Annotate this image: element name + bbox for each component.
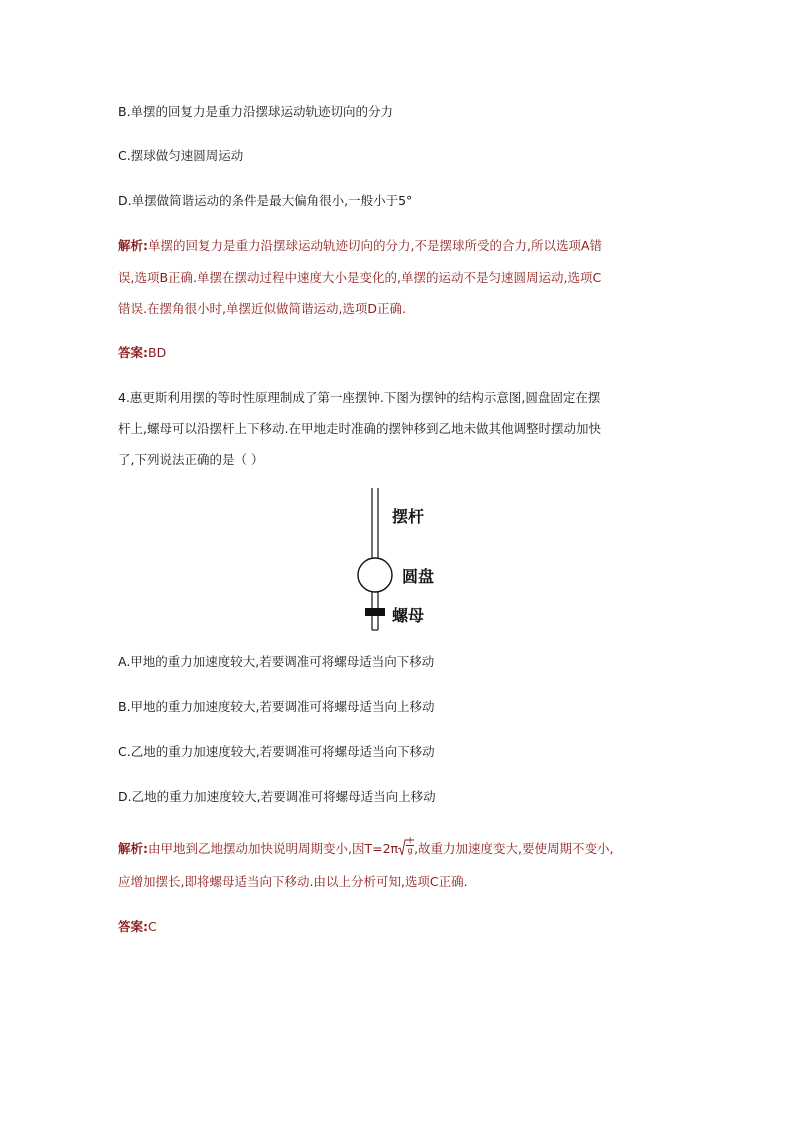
q4-stem-line-2: 杆上,螺母可以沿摆杆上下移动.在甲地走时准确的摆钟移到乙地未做其他调整时摆动加快 xyxy=(118,421,601,436)
q3-option-b: B.单摆的回复力是重力沿摆球运动轨迹切向的分力 xyxy=(118,104,394,119)
rod-label: 摆杆 xyxy=(392,507,425,526)
q3-analysis-label: 解析: xyxy=(118,238,148,253)
q3-option-c: C.摆球做匀速圆周运动 xyxy=(118,148,244,163)
disk-shape xyxy=(358,558,392,592)
q4-answer-value: C xyxy=(148,919,157,934)
period-formula-radical xyxy=(398,835,414,858)
q4-analysis-line-1 xyxy=(118,835,614,858)
q4-option-c: C.乙地的重力加速度较大,若要调准可将螺母适当向下移动 xyxy=(118,744,435,759)
q4-analysis-label: 解析: xyxy=(118,841,148,856)
q4-analysis-line-2: 应增加摆长,即将螺母适当向下移动.由以上分析可知,选项C正确. xyxy=(118,874,468,889)
q4-analysis-text-1-pre: 由甲地到乙地摆动加快说明周期变小,因T=2π xyxy=(148,841,399,856)
q3-analysis-line-3: 错误.在摆角很小时,单摆近似做简谐运动,选项D正确. xyxy=(118,301,407,316)
nut-shape xyxy=(365,608,385,616)
q3-answer-value: BD xyxy=(148,345,167,360)
q4-stem-line-3: 了,下列说法正确的是（ ） xyxy=(118,452,264,467)
q4-stem-line-1: 4.惠更斯利用摆的等时性原理制成了第一座摆钟.下图为摆钟的结构示意图,圆盘固定在摆 xyxy=(118,390,601,405)
q4-answer xyxy=(118,919,157,935)
disk-label: 圆盘 xyxy=(402,567,435,586)
q3-answer xyxy=(118,345,166,361)
q4-option-a: A.甲地的重力加速度较大,若要调准可将螺母适当向下移动 xyxy=(118,654,435,669)
q4-option-d: D.乙地的重力加速度较大,若要调准可将螺母适当向上移动 xyxy=(118,789,436,804)
nut-label: 螺母 xyxy=(392,606,425,625)
q4-option-b: B.甲地的重力加速度较大,若要调准可将螺母适当向上移动 xyxy=(118,699,435,714)
q4-analysis-text-1-post: ,故重力加速度变大,要使周期不变小, xyxy=(414,841,614,856)
q3-analysis-line-2: 误,选项B正确.单摆在摆动过程中速度大小是变化的,单摆的运动不是匀速圆周运动,选项C xyxy=(118,270,602,285)
q4-answer-label: 答案: xyxy=(118,919,148,934)
q3-analysis-line-1 xyxy=(118,238,602,254)
q3-answer-label: 答案: xyxy=(118,345,148,360)
pendulum-clock-diagram xyxy=(340,488,490,636)
q3-option-d: D.单摆做简谐运动的条件是最大偏角很小,一般小于5° xyxy=(118,193,413,208)
formula-numerator: l xyxy=(406,836,414,846)
formula-denominator: g xyxy=(407,845,413,855)
q3-analysis-text-1: 单摆的回复力是重力沿摆球运动轨迹切向的分力,不是摆球所受的合力,所以选项A错 xyxy=(148,238,602,253)
